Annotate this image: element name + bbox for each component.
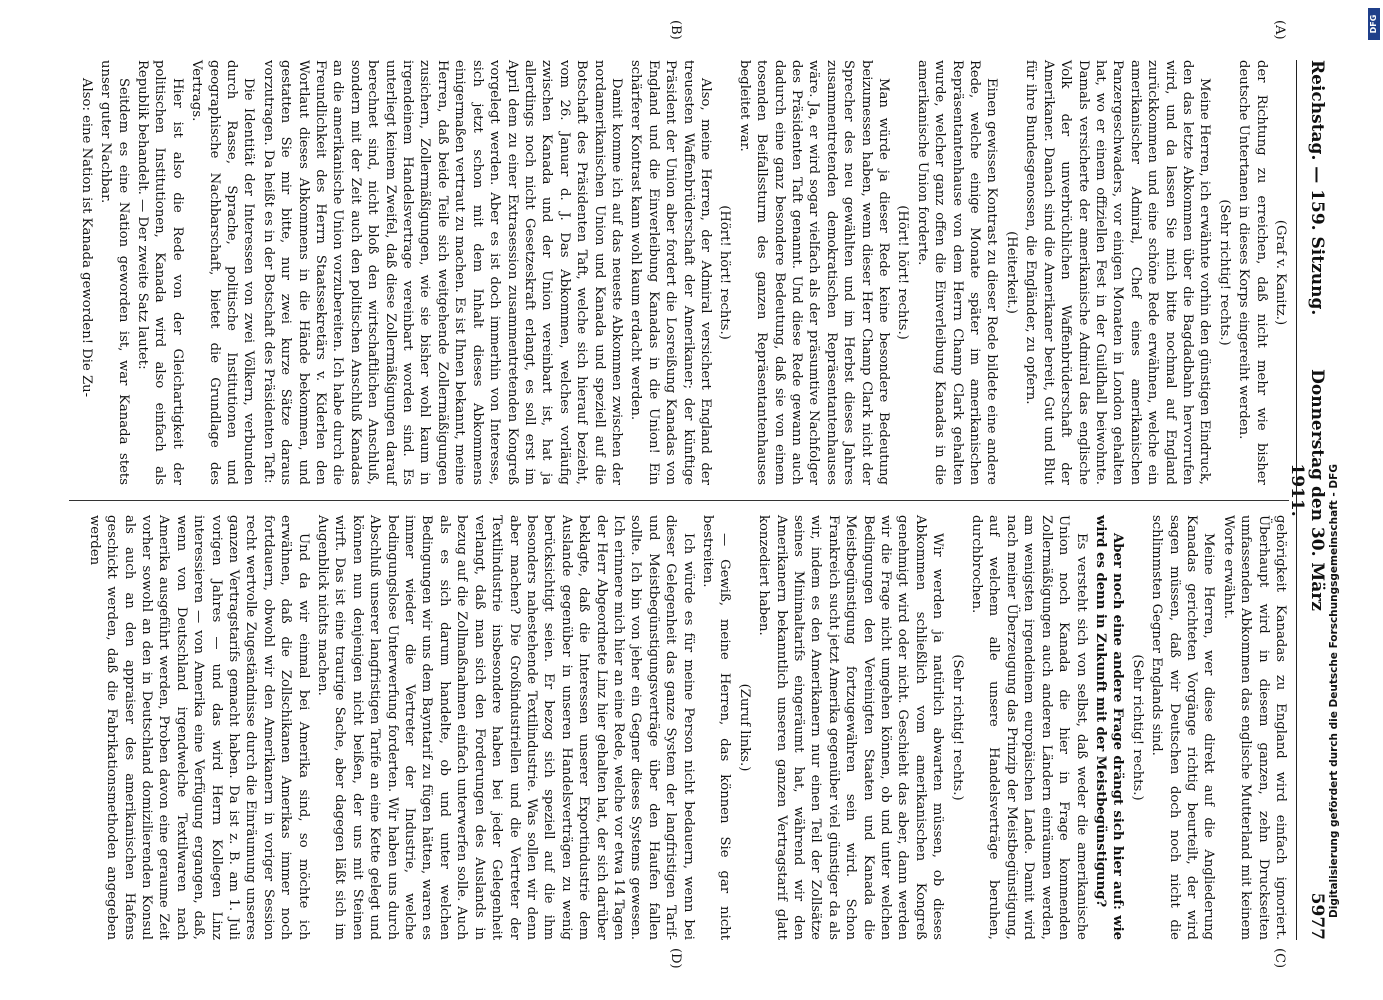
paragraph: Also: eine Nation ist Kanada geworden! Die Zu- xyxy=(78,78,94,398)
quotation: Seitdem es eine Nation geworden ist, war Kanada stets unser guter Nachbar. xyxy=(98,60,131,485)
margin-marker-d: (D) xyxy=(668,948,683,969)
paragraph: Und da wir einmal bei Amerika sind, so möchte ich erwähnen, daß die Zollschikanen Amerikas immer noch fortdauern, obwohl wir den Amerikanern in voriger Session recht wertvolle Zugeständnisse durch die Einräumung unseres ganzen Vertragstarifs gemacht haben. Da ist z. B. am 1. Juli vorigen Jahres — und das wird Herrn Kollegen Linz interessieren — von Amerika eine Verfügung ergangen, daß, wenn von Deutschland irgendwelche Textilwaren nach Amerika ausgeführt werden, Proben davon eine geraume Zeit vorher sowohl an den in Deutschland domizilierenden Konsul als auch an den appraiser des amerikanischen Hafens geschickt werden, daß die Fabrikationsmethoden angegeben werden xyxy=(86,515,311,940)
page-header xyxy=(1287,60,1327,940)
paragraph: Wir werden ja natürlich abwarten müssen, ob dieses Abkommen schließlich vom amerikanischen Kongreß genehmigt wird oder nicht. Geschieht das aber, dann werden wir die Frage nicht umgehen können, ob und unter welchen Bedingungen den Vereinigten Staaten und Kanada die Meistbegünstigung fortzugewähren sein wird. Schon Frankreich sucht jetzt Amerika gegenüber viel günstiger da als wir, indem es den Amerikanern nur einen Teil der Zollsätze seines Minimaltarifs eingeräumt hat, während wir den Amerikanern bekanntlich unseren ganzen Vertragstarif glatt konzediert haben. xyxy=(756,515,946,940)
paragraph: — Gewiß, meine Herren, das können Sie gar nicht bestreiten. xyxy=(700,515,733,940)
header-date: Donnerstag den 30. März 1911. xyxy=(1287,369,1327,611)
paragraph: Meine Herren, ich erwähnte vorhin den günstigen Eindruck, den das letzte Abkommen über die Bagdadbahn hervorrufen wird, und da lassen Sie mich bitte nochmal auf England zurückkommen und eine schöne Rede erwähnen, welche ein amerikanischer Admiral, Chef eines amerikanischen Panzergeschwaders, vor einigen Monaten in London gehalten hat, wo er einem offiziellen Fest in der Guildhall beiwohnte. Damals versicherte der amerikanische Admiral das englische Volk der unverbrüchlichen Waffenbrüderschaft der Amerikaner. Danach sind die Amerikaner bereit, Gut und Blut für ihre Bundesgenossen, die Engländer, zu opfern. xyxy=(1023,60,1213,485)
paragraph: Meine Herren, wer diese direkt auf die Angliederung Kanadas gerichteten Vorgänge richtig beurteilt, der wird sagen müssen, daß wir Deutschen doch noch nicht die schlimmsten Gegner Englands sind. xyxy=(1149,515,1217,940)
paragraph: Also, meine Herren, der Admiral versichert England der treuesten Waffenbrüderschaft der Amerikaner; der künftige Präsident der Union aber fordert die Losreißung Kanadas von England und die Einverleibung Kanadas in die Union! Ein schärferer Kontrast kann wohl kaum erdacht werden. xyxy=(628,60,713,485)
paragraph: der Richtung zu erreichen, daß nicht mehr wie bisher deutsche Untertanen in dieses Korps eingereiht werden. xyxy=(1236,60,1269,485)
dfg-logo xyxy=(1368,8,1380,40)
paragraph: Es versteht sich von selbst, daß weder die amerikanische Union noch Kanada die hier in Frage kommenden Zollermäßigungen auch anderen Ländern einräumen werden, am wenigsten irgendeinem europäischen Lande. Damit wird nach meiner Überzeugung das Prinzip der Meistbegünstigung, auf welchem alle unsere Handelsverträge beruhen, durchbrochen. xyxy=(969,515,1089,940)
quotation: Die Identität der Interessen von zwei Völkern, verbunden durch Rasse, Sprache, politische Institutionen und geographische Nachbarschaft, bietet die Grundlage des Vertrags. xyxy=(189,60,257,485)
interjection: (Sehr richtig! rechts.) xyxy=(949,654,965,801)
paragraph: Hier ist also die Rede von der Gleichartigkeit der politischen Institutionen, Kanada wird also einfach als Republik behandelt. — Der zweite Satz lautet: xyxy=(135,60,185,485)
left-column xyxy=(75,60,1289,485)
paragraph: Aber noch eine andere Frage drängt sich hier auf: wie wird es denn in Zukunft mit der Meistbegünstigung? xyxy=(1092,515,1126,940)
paragraph: Ich würde es für meine Person nicht bedauern, wenn bei dieser Gelegenheit das ganze System der langfristigen Tarif- und Meistbegünstigungsverträge über den Haufen fallen sollte. Ich bin von jeher ein Gegner dieses Systems gewesen. Ich erinnere mich hier an eine Rede, welche vor etwa 14 Tagen der Herr Abgeordnete Linz hier gehalten hat, der sich darüber beklagte, daß die Interessen unserer Exportindustrie dem Auslande gegenüber in unseren Handelsverträgen zu wenig berücksichtigt seien. Er bezog sich speziell auf die ihm besonders nahestehende Textilindustrie. Was sollen wir denn aber machen? Die Großindustriellen und die Vertreter der Textilindustrie insbesondere haben bei jeder Gelegenheit verlangt, daß man sich den Forderungen des Auslands in bezug auf die Zollmaßnahmen einfach unterwerfen solle. Auch als es sich darum handelte, ob und unter welchen Bedingungen wir uns dem Bayntarif zu fügen hätten, waren es immer wieder die Vertreter der Industrie, welche bedingungslose Unterwerfung forderten. Wir haben uns durch Abschluß unserer langfristigen Tarife an eine Kette gelegt und können nun denjenigen nicht beißen, der uns mit Steinen wirft. Das ist eine traurige Sache, aber dagegen läßt sich im Augenblick nichts machen. xyxy=(315,515,696,940)
paragraph: gehörigkeit Kanadas zu England wird einfach ignoriert. Überhaupt wird in diesem ganzen, zehn Druckseiten umfassenden Abkommen das englische Mutterland mit keinem Worte erwähnt. xyxy=(1220,515,1288,940)
dfg-logo-text: DFG xyxy=(1369,14,1378,34)
header-session: Reichstag. — 159. Sitzung. xyxy=(1307,60,1327,316)
interjection: (Hört! hört! rechts.) xyxy=(717,205,733,340)
paragraph: Damit komme ich auf das neueste Abkommen zwischen der nordamerikanischen Union und Kanada und speziell auf die Botschaft des Präsidenten Taft, welche sich hierauf bezieht, vom 26. Januar d. J. Das Abkommen, welches vorläufig zwischen Kanada und der Union vereinbart ist, hat ja allerdings noch nicht Gesetzeskraft erlangt, es soll erst im April dem zu einer Extrasession zusammentretenden Kongreß vorgelegt werden. Aber es ist doch immerhin von Interesse, sich jetzt schon mit dem Inhalt dieses Abkommens einigermaßen vertraut zu machen. Es ist Ihnen bekannt, meine Herren, daß beide Teile sich weitgehende Zollermäßigungen zusichern, Zollermäßigungen, wie sie bisher wohl kaum in irgendeinem Handelsvertrage vereinbart worden sind. Es unterliegt keinem Zweifel, daß diese Zollermäßigungen darauf berechnet sind, nicht bloß den wirtschaftlichen Anschluß, sondern mit der Zeit auch den politischen Anschluß Kanadas an die amerikanische Union vorzubereiten. Ich habe durch die Freundlichkeit des Herrn Staatssekretärs v. Kiderlen den Wortlaut dieses Abkommens in die Hände bekommen, und gestatten Sie mir bitte, nur zwei kurze Sätze daraus vorzutragen. Da heißt es in der Botschaft des Präsidenten Taft: xyxy=(260,60,624,485)
interjection: (Heiterkeit.) xyxy=(1003,231,1019,314)
header-rule xyxy=(1296,60,1297,940)
column-divider xyxy=(69,500,1289,501)
funding-text: Digitalisierung gefördert durch die Deutsche Forschungsgemeinschaft - DFG xyxy=(1328,464,1340,918)
margin-marker-a: (A) xyxy=(1272,20,1287,40)
interjection: (Zuruf links.) xyxy=(736,683,752,772)
interjection: (Sehr richtig! rechts.) xyxy=(1129,654,1145,801)
interjection: (Hört! hört! rechts.) xyxy=(895,205,911,340)
margin-marker-b: (B) xyxy=(668,20,683,40)
page-number: 5977 xyxy=(1307,892,1327,940)
paragraph: Man würde ja dieser Rede keine besondere Bedeutung beizumessen haben, wenn dieser Herr Champ Clark nicht der Sprecher des neu gewählten und im Herbst dieses Jahres zusammentretenden demokratischen Repräsentantenhauses wäre. Ja, er wird sogar vielfach als der präsumtive Nachfolger des Präsidenten Taft genannt. Und diese Rede gewann auch dadurch eine ganz besondere Bedeutung, daß sie von einem tosenden Beifallssturm des ganzen Repräsentantenhauses begleitet war. xyxy=(736,60,892,485)
right-column xyxy=(83,515,1289,940)
margin-marker-c: (C) xyxy=(1272,948,1287,969)
interjection: (Sehr richtig! rechts.) xyxy=(1216,199,1232,346)
funding-note xyxy=(1328,12,1368,988)
paragraph: Einen gewissen Kontrast zu dieser Rede bildete eine andere Rede, welche einige Monate später im amerikanischen Repräsentantenhause von dem Herrn Champ Clark gehalten wurde, welcher ganz offen die Einverleibung Kanadas in die amerikanische Union forderte. xyxy=(914,60,1000,485)
speaker-reference: (Graf v. Kanitz.) xyxy=(1273,219,1288,326)
